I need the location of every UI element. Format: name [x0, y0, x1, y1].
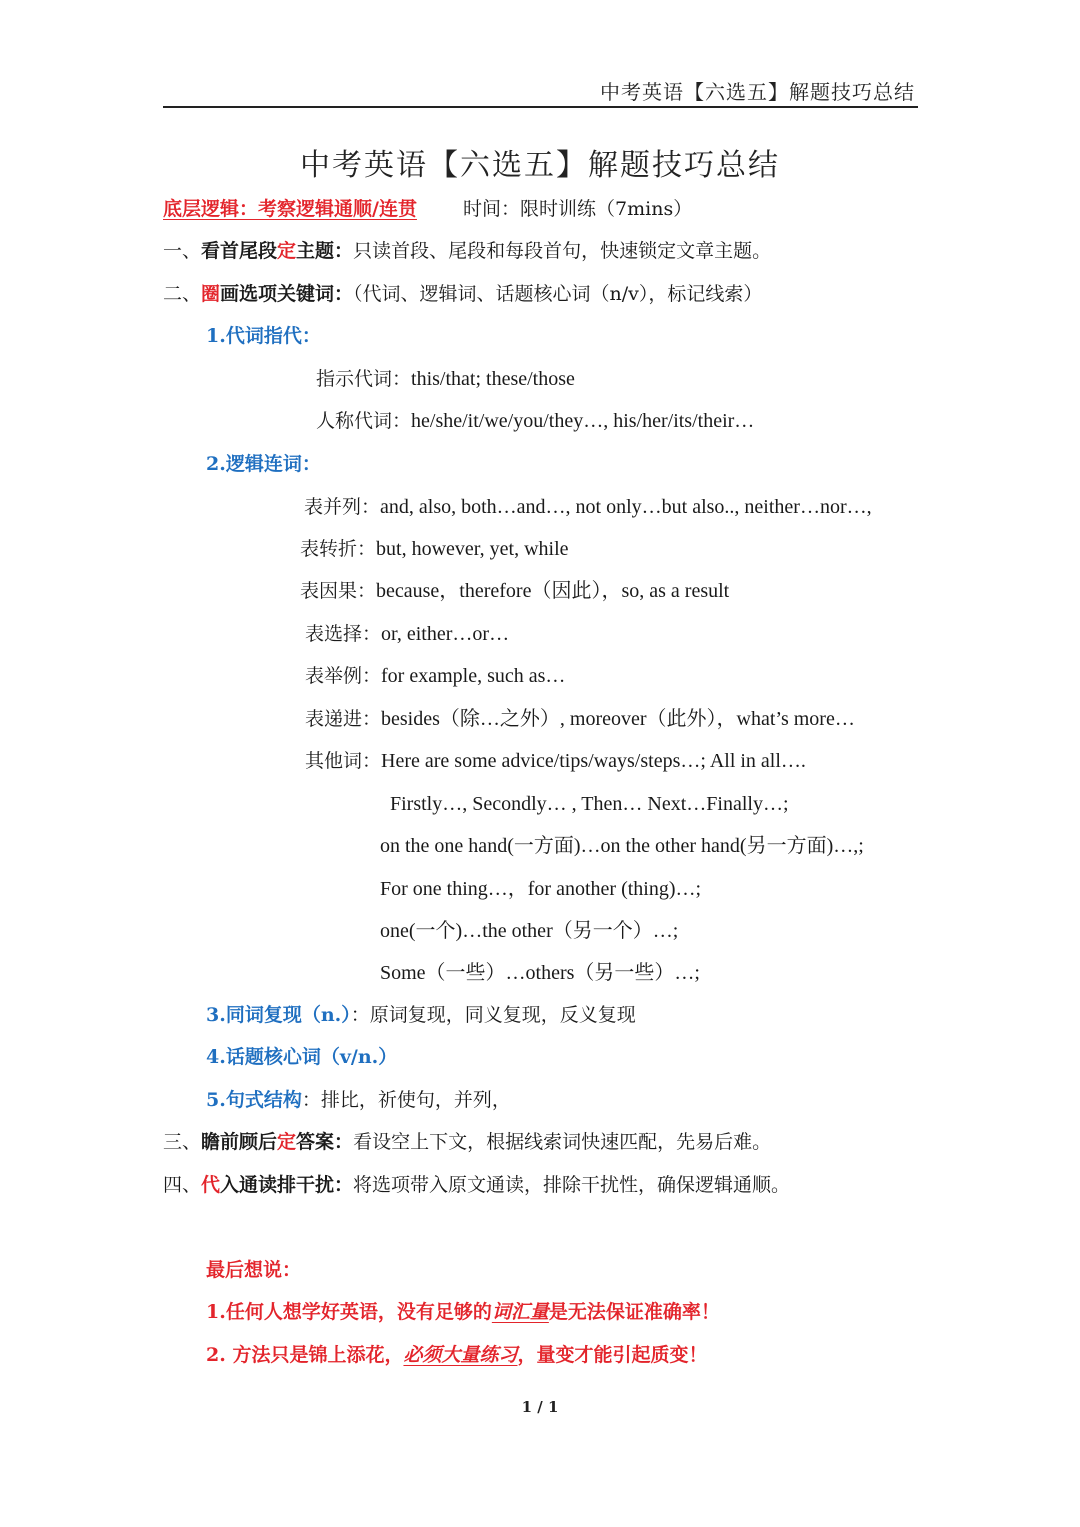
closing-line-2	[206, 1341, 707, 1369]
step-text: 看设空上下文，根据线索词快速匹配，先易后难。	[353, 1131, 772, 1153]
item-sentence-structure	[206, 1086, 511, 1114]
step-text: 只读首段、尾段和每段首句，快速锁定文章主题。	[353, 240, 772, 262]
subheading-connectives: 2.逻辑连词：	[206, 453, 321, 475]
step-heading: 画选项关键词：	[220, 283, 354, 305]
step-3	[163, 1128, 771, 1156]
time-note: 时间：限时训练（7mins）	[463, 198, 693, 220]
personal-pronouns	[316, 407, 754, 435]
step-text: （代词、逻辑词、话题核心词（n/v），标记线索）	[353, 283, 763, 305]
step-heading: 看首尾段	[201, 240, 278, 262]
step-number: 三、	[163, 1131, 202, 1153]
row-text: ：排比，祈使句，并列，	[301, 1089, 511, 1111]
step-heading: 答案：	[296, 1131, 354, 1153]
connective-row	[305, 705, 855, 733]
row-label: 指示代词：	[316, 368, 412, 390]
step-number: 一、	[163, 240, 202, 262]
connective-row	[305, 662, 565, 690]
demonstrative-pronouns	[316, 365, 575, 393]
connective-row	[305, 747, 806, 775]
step-heading-highlight: 定	[277, 240, 297, 262]
connective-example: Some（一些）…others（另一些）…;	[380, 962, 700, 984]
core-logic-label: 底层逻辑：考察逻辑通顺/连贯	[163, 198, 417, 220]
row-label: 表因果：	[300, 580, 377, 602]
step-number: 二、	[163, 283, 202, 305]
closing-text: 1.任何人想学好英语，没有足够的	[206, 1301, 492, 1323]
row-text: or, either…or…	[381, 623, 510, 645]
step-2	[163, 280, 762, 308]
subheading-topic-words: 4.话题核心词（v/n.）	[206, 1046, 398, 1068]
row-text: because，therefore（因此），so, as a result	[376, 580, 730, 602]
row-text: ：原词复现，同义复现，反义复现	[350, 1004, 636, 1026]
row-label: 其他词：	[305, 750, 382, 772]
step-1	[163, 237, 771, 265]
step-heading: 入通读排干扰：	[220, 1174, 354, 1196]
subheading-repetition: 3.同词复现（n.）	[206, 1004, 351, 1026]
connective-row	[300, 535, 569, 563]
connective-example: For one thing…，for another (thing)…;	[380, 878, 702, 900]
closing-text: 是无法保证准确率！	[548, 1301, 720, 1323]
step-heading-highlight: 圈	[201, 283, 221, 305]
connective-example: on the one hand(一方面)…on the other hand(另一方面)…,;	[380, 835, 864, 857]
row-text: but, however, yet, while	[376, 538, 569, 560]
connective-row	[300, 577, 729, 605]
row-text: and, also, both…and…, not only…but also.., neither…nor…,	[380, 496, 872, 518]
step-heading-highlight: 定	[277, 1131, 297, 1153]
row-label: 表递进：	[305, 708, 382, 730]
row-text: for example, such as…	[381, 665, 566, 687]
row-text: he/she/it/we/you/they…, his/her/its/their…	[411, 410, 755, 432]
row-label: 人称代词：	[316, 410, 412, 432]
document-title: 中考英语【六选五】解题技巧总结	[300, 148, 780, 183]
row-text: Here are some advice/tips/ways/steps…; All in all….	[381, 750, 806, 772]
closing-text: 2. 方法只是锦上添花，	[206, 1344, 404, 1366]
connective-row	[305, 620, 509, 648]
row-label: 表举例：	[305, 665, 382, 687]
closing-emphasis: 词汇量	[491, 1301, 549, 1323]
row-text: besides（除…之外）, moreover（此外），what’s more…	[381, 708, 855, 730]
subheading-sentence-structure: 5.句式结构	[206, 1089, 302, 1111]
closing-emphasis: 必须大量练习	[403, 1344, 518, 1366]
step-heading-highlight: 代	[201, 1174, 221, 1196]
running-header: 中考英语【六选五】解题技巧总结	[600, 80, 915, 104]
step-4	[163, 1171, 790, 1199]
closing-text: ，量变才能引起质变！	[517, 1344, 708, 1366]
step-heading: 主题：	[296, 240, 354, 262]
logic-line	[163, 195, 692, 223]
row-label: 表选择：	[305, 623, 382, 645]
closing-line-1	[206, 1298, 720, 1326]
item-repetition	[206, 1001, 636, 1029]
row-text: this/that; these/those	[411, 368, 575, 390]
connective-example: one(一个)…the other（另一个）…;	[380, 920, 679, 942]
step-number: 四、	[163, 1174, 202, 1196]
connective-example: Firstly…, Secondly… , Then… Next…Finally…;	[390, 793, 789, 815]
row-label: 表转折：	[300, 538, 377, 560]
page-number: 1 / 1	[521, 1398, 559, 1416]
connective-row	[304, 493, 872, 521]
header-divider	[163, 106, 918, 108]
step-text: 将选项带入原文通读，排除干扰性，确保逻辑通顺。	[353, 1174, 791, 1196]
step-heading: 瞻前顾后	[201, 1131, 278, 1153]
row-label: 表并列：	[304, 496, 381, 518]
closing-heading: 最后想说：	[206, 1259, 302, 1281]
subheading-pronouns: 1.代词指代：	[206, 325, 321, 347]
